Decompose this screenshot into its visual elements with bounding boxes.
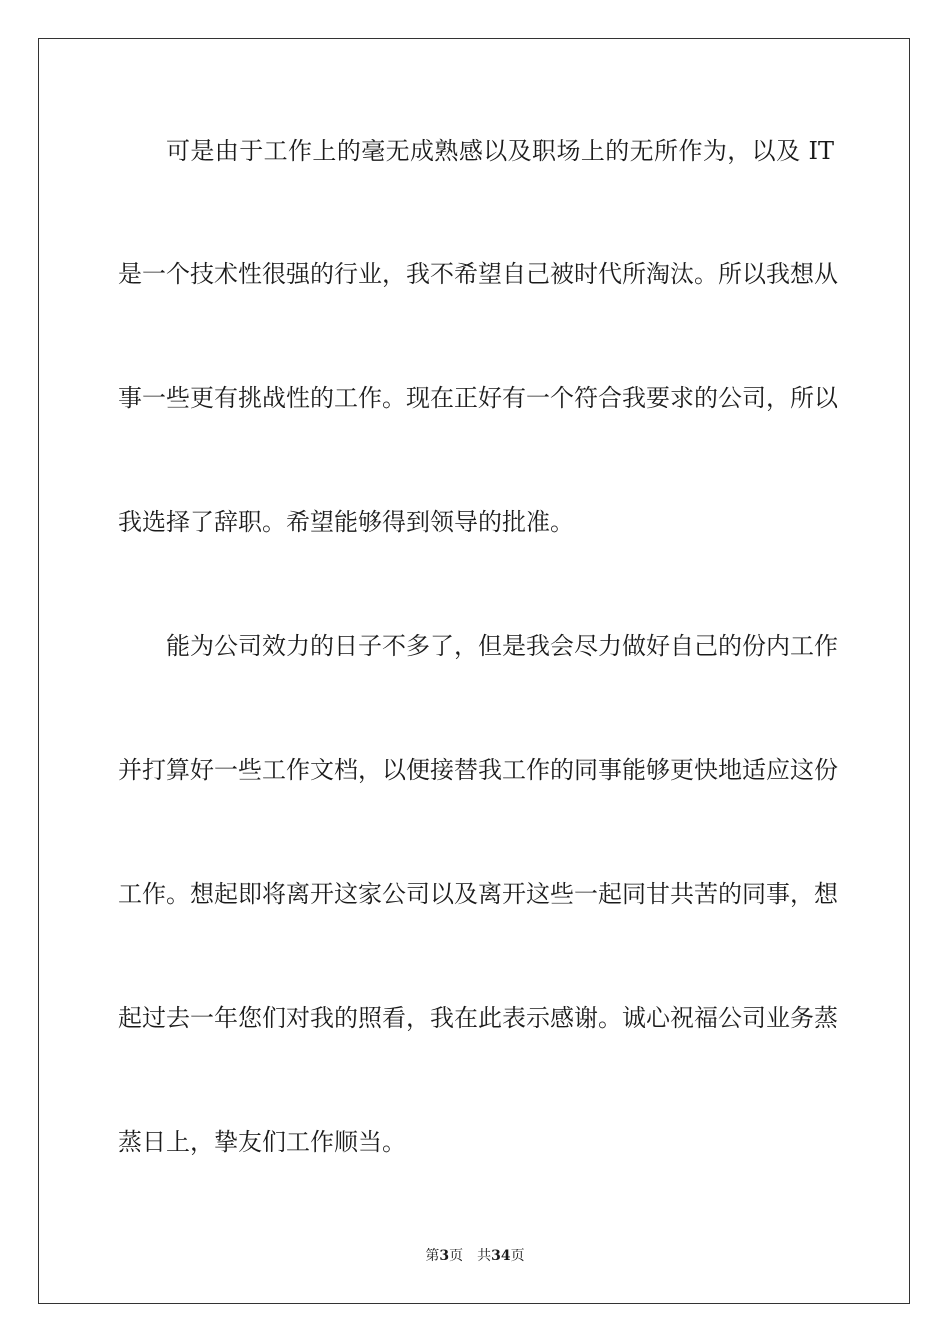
paragraph-line: 是一个技术性很强的行业，我不希望自己被时代所淘汰。所以我想从 bbox=[118, 260, 838, 288]
total-prefix: 共 bbox=[477, 1248, 492, 1264]
paragraph-line: 事一些更有挑战性的工作。现在正好有一个符合我要求的公司，所以 bbox=[118, 384, 838, 412]
paragraph-line: 蒸日上，挚友们工作顺当。 bbox=[118, 1128, 406, 1156]
total-suffix: 页 bbox=[510, 1248, 525, 1264]
paragraph-line: 起过去一年您们对我的照看，我在此表示感谢。诚心祝福公司业务蒸 bbox=[118, 1004, 838, 1032]
page-suffix: 页 bbox=[449, 1248, 464, 1264]
total-pages: 34 bbox=[491, 1248, 511, 1264]
page-border bbox=[38, 38, 910, 1304]
paragraph-line: 能为公司效力的日子不多了，但是我会尽力做好自己的份内工作 bbox=[166, 632, 838, 660]
paragraph-line: 并打算好一些工作文档，以便接替我工作的同事能够更快地适应这份 bbox=[118, 756, 838, 784]
page-footer bbox=[0, 1246, 950, 1266]
paragraph-line: 可是由于工作上的毫无成熟感以及职场上的无所作为，以及 IT bbox=[166, 137, 834, 165]
page-prefix: 第 bbox=[425, 1248, 440, 1264]
paragraph-line: 我选择了辞职。希望能够得到领导的批准。 bbox=[118, 508, 574, 536]
paragraph-line: 工作。想起即将离开这家公司以及离开这些一起同甘共苦的同事，想 bbox=[118, 880, 838, 908]
page-number: 3 bbox=[439, 1248, 450, 1264]
